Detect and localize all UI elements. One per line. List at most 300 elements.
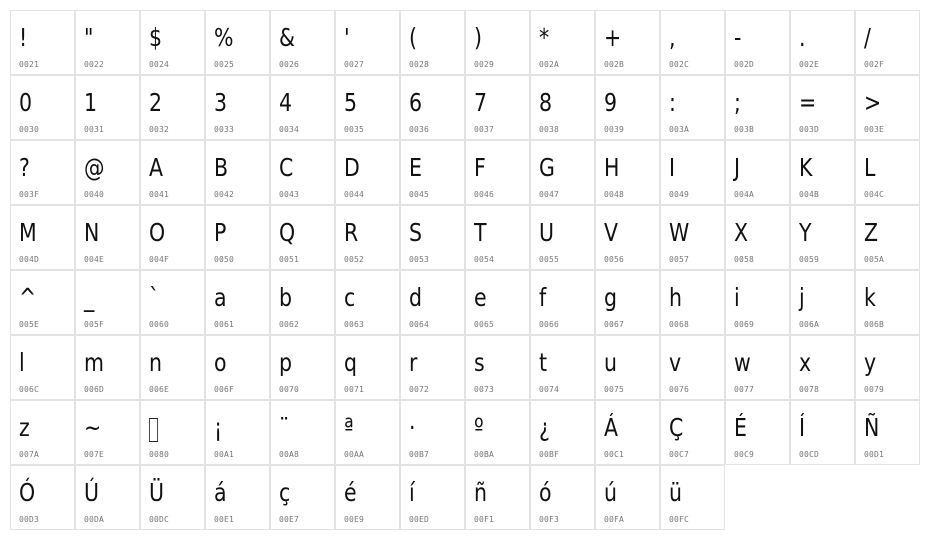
glyph-char: * bbox=[539, 23, 550, 52]
glyph-cell bbox=[400, 75, 465, 140]
glyph-cell bbox=[660, 400, 725, 465]
glyph-char: 2 bbox=[149, 88, 163, 117]
glyph-char: " bbox=[84, 23, 94, 52]
glyph-codepoint: 00E1 bbox=[214, 515, 235, 524]
glyph-codepoint: 0034 bbox=[279, 125, 300, 134]
glyph-cell bbox=[335, 465, 400, 530]
glyph-char: Ó bbox=[19, 478, 36, 507]
glyph-codepoint: 005E bbox=[19, 320, 40, 329]
glyph-cell bbox=[205, 400, 270, 465]
glyph-cell bbox=[10, 270, 75, 335]
glyph-codepoint: 002E bbox=[799, 60, 820, 69]
glyph-char: % bbox=[214, 23, 234, 52]
glyph-cell bbox=[75, 465, 140, 530]
glyph-codepoint: 00FA bbox=[604, 515, 625, 524]
glyph-cell bbox=[400, 465, 465, 530]
glyph-cell bbox=[790, 75, 855, 140]
glyph-char: 3 bbox=[214, 88, 228, 117]
glyph-char: É bbox=[734, 413, 747, 442]
glyph-codepoint: 0077 bbox=[734, 385, 755, 394]
glyph-char: x bbox=[799, 348, 812, 377]
glyph-cell bbox=[595, 10, 660, 75]
glyph-char: b bbox=[279, 283, 293, 312]
glyph-cell bbox=[270, 140, 335, 205]
glyph-cell bbox=[335, 10, 400, 75]
glyph-codepoint: 005F bbox=[84, 320, 105, 329]
glyph-codepoint: 00C9 bbox=[734, 450, 755, 459]
glyph-char: Z bbox=[864, 218, 879, 247]
glyph-char: V bbox=[604, 218, 619, 247]
glyph-codepoint: 0052 bbox=[344, 255, 365, 264]
glyph-cell bbox=[530, 465, 595, 530]
glyph-char: ü bbox=[669, 478, 683, 507]
glyph-cell bbox=[530, 335, 595, 400]
glyph-char: n bbox=[149, 348, 163, 377]
glyph-cell bbox=[140, 205, 205, 270]
glyph-char: / bbox=[864, 23, 871, 52]
glyph-codepoint: 0031 bbox=[84, 125, 105, 134]
glyph-char: ú bbox=[604, 478, 618, 507]
glyph-cell bbox=[75, 400, 140, 465]
glyph-char: f bbox=[539, 283, 547, 312]
glyph-codepoint: 004C bbox=[864, 190, 885, 199]
glyph-char: é bbox=[344, 478, 357, 507]
glyph-char: y bbox=[864, 348, 877, 377]
glyph-codepoint: 0038 bbox=[539, 125, 560, 134]
glyph-char: > bbox=[864, 88, 882, 117]
glyph-codepoint: 0042 bbox=[214, 190, 235, 199]
glyph-cell bbox=[400, 335, 465, 400]
glyph-cell bbox=[595, 335, 660, 400]
glyph-char: O bbox=[149, 218, 166, 247]
glyph-codepoint: 0069 bbox=[734, 320, 755, 329]
glyph-codepoint: 00BF bbox=[539, 450, 560, 459]
glyph-char: ) bbox=[474, 23, 483, 52]
glyph-char: s bbox=[474, 348, 485, 377]
glyph-codepoint: 0075 bbox=[604, 385, 625, 394]
glyph-cell bbox=[140, 75, 205, 140]
glyph-cell bbox=[10, 335, 75, 400]
glyph-cell bbox=[530, 140, 595, 205]
glyph-char: 7 bbox=[474, 88, 488, 117]
glyph-codepoint: 00B7 bbox=[409, 450, 430, 459]
glyph-codepoint: 0030 bbox=[19, 125, 40, 134]
glyph-codepoint: 0036 bbox=[409, 125, 430, 134]
glyph-codepoint: 0044 bbox=[344, 190, 365, 199]
glyph-codepoint: 00A1 bbox=[214, 450, 235, 459]
glyph-cell bbox=[660, 270, 725, 335]
glyph-char: F bbox=[474, 153, 486, 182]
glyph-codepoint: 0053 bbox=[409, 255, 430, 264]
glyph-cell bbox=[595, 400, 660, 465]
glyph-codepoint: 006F bbox=[214, 385, 235, 394]
glyph-cell bbox=[790, 335, 855, 400]
glyph-cell bbox=[595, 140, 660, 205]
glyph-char: ¡ bbox=[214, 413, 223, 442]
glyph-cell bbox=[595, 270, 660, 335]
glyph-codepoint: 0068 bbox=[669, 320, 690, 329]
glyph-codepoint: 00AA bbox=[344, 450, 365, 459]
glyph-char: I bbox=[669, 153, 676, 182]
glyph-cell bbox=[855, 10, 920, 75]
glyph-char: N bbox=[84, 218, 100, 247]
glyph-char: ñ bbox=[474, 478, 488, 507]
glyph-cell bbox=[465, 140, 530, 205]
glyph-codepoint: 0072 bbox=[409, 385, 430, 394]
glyph-cell bbox=[270, 400, 335, 465]
glyph-cell bbox=[465, 335, 530, 400]
glyph-codepoint: 0041 bbox=[149, 190, 170, 199]
glyph-cell bbox=[205, 75, 270, 140]
glyph-char: K bbox=[799, 153, 813, 182]
glyph-cell bbox=[270, 10, 335, 75]
glyph-codepoint: 0062 bbox=[279, 320, 300, 329]
glyph-cell bbox=[660, 140, 725, 205]
glyph-cell bbox=[270, 465, 335, 530]
glyph-codepoint: 0073 bbox=[474, 385, 495, 394]
glyph-codepoint: 004E bbox=[84, 255, 105, 264]
glyph-cell bbox=[335, 205, 400, 270]
glyph-codepoint: 0071 bbox=[344, 385, 365, 394]
glyph-codepoint: 00FC bbox=[669, 515, 690, 524]
glyph-codepoint: 0043 bbox=[279, 190, 300, 199]
glyph-codepoint: 0029 bbox=[474, 60, 495, 69]
glyph-char: P bbox=[214, 218, 227, 247]
glyph-codepoint: 0021 bbox=[19, 60, 40, 69]
glyph-char: ¿ bbox=[539, 413, 550, 442]
notdef-box-icon bbox=[149, 418, 158, 442]
glyph-codepoint: 00BA bbox=[474, 450, 495, 459]
glyph-char: 0 bbox=[19, 88, 33, 117]
glyph-codepoint: 006B bbox=[864, 320, 885, 329]
glyph-char: R bbox=[344, 218, 359, 247]
glyph-cell bbox=[140, 270, 205, 335]
glyph-char: g bbox=[604, 283, 618, 312]
glyph-grid bbox=[10, 10, 920, 530]
glyph-cell bbox=[270, 270, 335, 335]
glyph-codepoint: 003F bbox=[19, 190, 40, 199]
glyph-cell bbox=[75, 205, 140, 270]
glyph-cell bbox=[530, 205, 595, 270]
glyph-cell bbox=[790, 400, 855, 465]
glyph-char: ¨ bbox=[279, 413, 290, 442]
glyph-char: e bbox=[474, 283, 487, 312]
glyph-char: $ bbox=[149, 23, 163, 52]
glyph-cell bbox=[465, 400, 530, 465]
glyph-cell bbox=[855, 270, 920, 335]
glyph-char: ! bbox=[19, 23, 28, 52]
glyph-char: B bbox=[214, 153, 229, 182]
glyph-codepoint: 006D bbox=[84, 385, 105, 394]
glyph-char: D bbox=[344, 153, 360, 182]
glyph-char: m bbox=[84, 348, 104, 377]
glyph-char: L bbox=[864, 153, 876, 182]
glyph-cell bbox=[10, 400, 75, 465]
glyph-codepoint: 005A bbox=[864, 255, 885, 264]
glyph-char: Y bbox=[799, 218, 812, 247]
glyph-codepoint: 0048 bbox=[604, 190, 625, 199]
glyph-codepoint: 00DC bbox=[149, 515, 170, 524]
glyph-codepoint: 0032 bbox=[149, 125, 170, 134]
glyph-codepoint: 006C bbox=[19, 385, 40, 394]
glyph-cell bbox=[400, 140, 465, 205]
glyph-char: u bbox=[604, 348, 618, 377]
glyph-cell bbox=[10, 75, 75, 140]
glyph-cell bbox=[400, 400, 465, 465]
glyph-cell bbox=[75, 140, 140, 205]
glyph-char: 8 bbox=[539, 88, 553, 117]
glyph-char: q bbox=[344, 348, 358, 377]
glyph-cell bbox=[660, 10, 725, 75]
glyph-codepoint: 00E9 bbox=[344, 515, 365, 524]
glyph-cell bbox=[725, 205, 790, 270]
glyph-char: Ú bbox=[84, 478, 100, 507]
glyph-cell bbox=[270, 75, 335, 140]
glyph-char: M bbox=[19, 218, 37, 247]
glyph-codepoint: 003E bbox=[864, 125, 885, 134]
glyph-cell bbox=[205, 10, 270, 75]
glyph-codepoint: 0054 bbox=[474, 255, 495, 264]
glyph-codepoint: 0050 bbox=[214, 255, 235, 264]
glyph-cell bbox=[660, 205, 725, 270]
glyph-codepoint: 0078 bbox=[799, 385, 820, 394]
glyph-codepoint: 0033 bbox=[214, 125, 235, 134]
glyph-cell bbox=[205, 465, 270, 530]
glyph-char: H bbox=[604, 153, 620, 182]
glyph-char: º bbox=[474, 413, 484, 442]
glyph-codepoint: 007E bbox=[84, 450, 105, 459]
glyph-char: k bbox=[864, 283, 876, 312]
glyph-cell bbox=[140, 465, 205, 530]
glyph-codepoint: 0051 bbox=[279, 255, 300, 264]
glyph-codepoint: 0047 bbox=[539, 190, 560, 199]
glyph-char: = bbox=[799, 88, 817, 117]
glyph-cell bbox=[530, 270, 595, 335]
glyph-char: @ bbox=[84, 153, 105, 182]
glyph-codepoint: 003A bbox=[669, 125, 690, 134]
glyph-codepoint: 00DA bbox=[84, 515, 105, 524]
glyph-cell bbox=[530, 10, 595, 75]
glyph-char: 6 bbox=[409, 88, 423, 117]
glyph-char: 1 bbox=[84, 88, 98, 117]
glyph-char: o bbox=[214, 348, 227, 377]
glyph-char: ó bbox=[539, 478, 552, 507]
glyph-char: T bbox=[474, 218, 487, 247]
glyph-char: Ñ bbox=[864, 413, 880, 442]
glyph-cell bbox=[400, 10, 465, 75]
glyph-char: Í bbox=[799, 413, 806, 442]
glyph-cell bbox=[400, 205, 465, 270]
glyph-char: t bbox=[539, 348, 548, 377]
glyph-codepoint: 0074 bbox=[539, 385, 560, 394]
glyph-codepoint: 0037 bbox=[474, 125, 495, 134]
glyph-codepoint: 0024 bbox=[149, 60, 170, 69]
glyph-codepoint: 006A bbox=[799, 320, 820, 329]
glyph-cell bbox=[205, 140, 270, 205]
glyph-codepoint: 0040 bbox=[84, 190, 105, 199]
glyph-codepoint: 004D bbox=[19, 255, 40, 264]
glyph-char: ' bbox=[344, 23, 350, 52]
glyph-char: p bbox=[279, 348, 293, 377]
glyph-codepoint: 0079 bbox=[864, 385, 885, 394]
glyph-cell bbox=[725, 75, 790, 140]
glyph-cell bbox=[595, 465, 660, 530]
glyph-char: l bbox=[19, 348, 25, 377]
glyph-cell bbox=[530, 75, 595, 140]
glyph-cell bbox=[855, 400, 920, 465]
glyph-char: í bbox=[409, 478, 415, 507]
glyph-cell bbox=[530, 400, 595, 465]
glyph-cell bbox=[205, 205, 270, 270]
glyph-codepoint: 004B bbox=[799, 190, 820, 199]
glyph-char: v bbox=[669, 348, 682, 377]
glyph-char: Ç bbox=[669, 413, 684, 442]
glyph-char: _ bbox=[84, 283, 95, 312]
glyph-char: h bbox=[669, 283, 683, 312]
glyph-cell bbox=[75, 335, 140, 400]
glyph-cell bbox=[855, 75, 920, 140]
glyph-cell bbox=[465, 465, 530, 530]
glyph-char: r bbox=[409, 348, 418, 377]
glyph-codepoint: 0055 bbox=[539, 255, 560, 264]
glyph-codepoint: 0076 bbox=[669, 385, 690, 394]
glyph-char: W bbox=[669, 218, 690, 247]
glyph-char: G bbox=[539, 153, 555, 182]
glyph-cell bbox=[205, 335, 270, 400]
glyph-codepoint: 004F bbox=[149, 255, 170, 264]
glyph-char: J bbox=[734, 153, 741, 182]
glyph-cell bbox=[75, 10, 140, 75]
glyph-char: & bbox=[279, 23, 295, 52]
glyph-cell bbox=[790, 205, 855, 270]
glyph-char: E bbox=[409, 153, 422, 182]
glyph-codepoint: 0022 bbox=[84, 60, 105, 69]
glyph-codepoint: 0061 bbox=[214, 320, 235, 329]
glyph-cell bbox=[790, 140, 855, 205]
glyph-codepoint: 002C bbox=[669, 60, 690, 69]
glyph-cell bbox=[10, 10, 75, 75]
glyph-char: · bbox=[409, 413, 416, 442]
glyph-codepoint: 0063 bbox=[344, 320, 365, 329]
glyph-char: ~ bbox=[84, 413, 102, 442]
glyph-cell bbox=[465, 10, 530, 75]
glyph-char: w bbox=[734, 348, 751, 377]
glyph-cell bbox=[335, 400, 400, 465]
glyph-cell bbox=[790, 270, 855, 335]
glyph-char: c bbox=[344, 283, 356, 312]
glyph-char: j bbox=[799, 283, 805, 312]
glyph-char: X bbox=[734, 218, 749, 247]
glyph-cell bbox=[335, 140, 400, 205]
glyph-codepoint: 00ED bbox=[409, 515, 430, 524]
glyph-codepoint: 007A bbox=[19, 450, 40, 459]
glyph-char: z bbox=[19, 413, 30, 442]
glyph-char: Ü bbox=[149, 478, 165, 507]
glyph-char: ^ bbox=[19, 283, 37, 312]
glyph-cell bbox=[205, 270, 270, 335]
glyph-char: , bbox=[669, 23, 676, 52]
glyph-char: i bbox=[734, 283, 740, 312]
glyph-codepoint: 0035 bbox=[344, 125, 365, 134]
glyph-cell bbox=[725, 270, 790, 335]
glyph-cell bbox=[140, 10, 205, 75]
glyph-char: Q bbox=[279, 218, 296, 247]
glyph-codepoint: 003B bbox=[734, 125, 755, 134]
glyph-cell bbox=[595, 75, 660, 140]
glyph-codepoint: 00D1 bbox=[864, 450, 885, 459]
glyph-cell bbox=[725, 140, 790, 205]
glyph-codepoint: 0057 bbox=[669, 255, 690, 264]
glyph-codepoint: 0080 bbox=[149, 450, 170, 459]
glyph-codepoint: 00D3 bbox=[19, 515, 40, 524]
glyph-codepoint: 0064 bbox=[409, 320, 430, 329]
glyph-char: - bbox=[734, 23, 742, 52]
glyph-char: a bbox=[214, 283, 227, 312]
glyph-codepoint: 002D bbox=[734, 60, 755, 69]
glyph-codepoint: 0067 bbox=[604, 320, 625, 329]
glyph-char: 9 bbox=[604, 88, 618, 117]
glyph-char: S bbox=[409, 218, 423, 247]
glyph-codepoint: 0025 bbox=[214, 60, 235, 69]
glyph-cell bbox=[400, 270, 465, 335]
glyph-codepoint: 003D bbox=[799, 125, 820, 134]
glyph-codepoint: 00CD bbox=[799, 450, 820, 459]
glyph-codepoint: 002B bbox=[604, 60, 625, 69]
glyph-codepoint: 00F3 bbox=[539, 515, 560, 524]
glyph-char: : bbox=[669, 88, 676, 117]
glyph-cell bbox=[335, 270, 400, 335]
glyph-codepoint: 00A8 bbox=[279, 450, 300, 459]
glyph-char: 4 bbox=[279, 88, 293, 117]
glyph-codepoint: 0045 bbox=[409, 190, 430, 199]
glyph-cell bbox=[595, 205, 660, 270]
glyph-char: d bbox=[409, 283, 423, 312]
glyph-codepoint: 0039 bbox=[604, 125, 625, 134]
glyph-cell bbox=[725, 335, 790, 400]
glyph-codepoint: 004A bbox=[734, 190, 755, 199]
glyph-char: Á bbox=[604, 413, 619, 442]
glyph-cell bbox=[75, 75, 140, 140]
glyph-codepoint: 0026 bbox=[279, 60, 300, 69]
glyph-char: ª bbox=[344, 413, 354, 442]
glyph-codepoint: 0058 bbox=[734, 255, 755, 264]
glyph-cell bbox=[725, 10, 790, 75]
glyph-cell bbox=[10, 205, 75, 270]
glyph-char: + bbox=[604, 23, 622, 52]
glyph-char: ` bbox=[149, 283, 160, 312]
glyph-cell bbox=[140, 400, 205, 465]
glyph-char: 5 bbox=[344, 88, 358, 117]
glyph-cell bbox=[10, 140, 75, 205]
glyph-codepoint: 0027 bbox=[344, 60, 365, 69]
glyph-cell bbox=[75, 270, 140, 335]
glyph-codepoint: 0070 bbox=[279, 385, 300, 394]
glyph-cell bbox=[140, 140, 205, 205]
glyph-cell bbox=[10, 465, 75, 530]
glyph-codepoint: 0065 bbox=[474, 320, 495, 329]
glyph-codepoint: 0059 bbox=[799, 255, 820, 264]
glyph-char: ( bbox=[409, 23, 418, 52]
glyph-char: U bbox=[539, 218, 555, 247]
glyph-codepoint: 0046 bbox=[474, 190, 495, 199]
glyph-char: . bbox=[799, 23, 806, 52]
glyph-codepoint: 0060 bbox=[149, 320, 170, 329]
glyph-codepoint: 0049 bbox=[669, 190, 690, 199]
glyph-char: A bbox=[149, 153, 164, 182]
glyph-cell bbox=[855, 140, 920, 205]
glyph-cell bbox=[790, 10, 855, 75]
glyph-cell bbox=[660, 75, 725, 140]
